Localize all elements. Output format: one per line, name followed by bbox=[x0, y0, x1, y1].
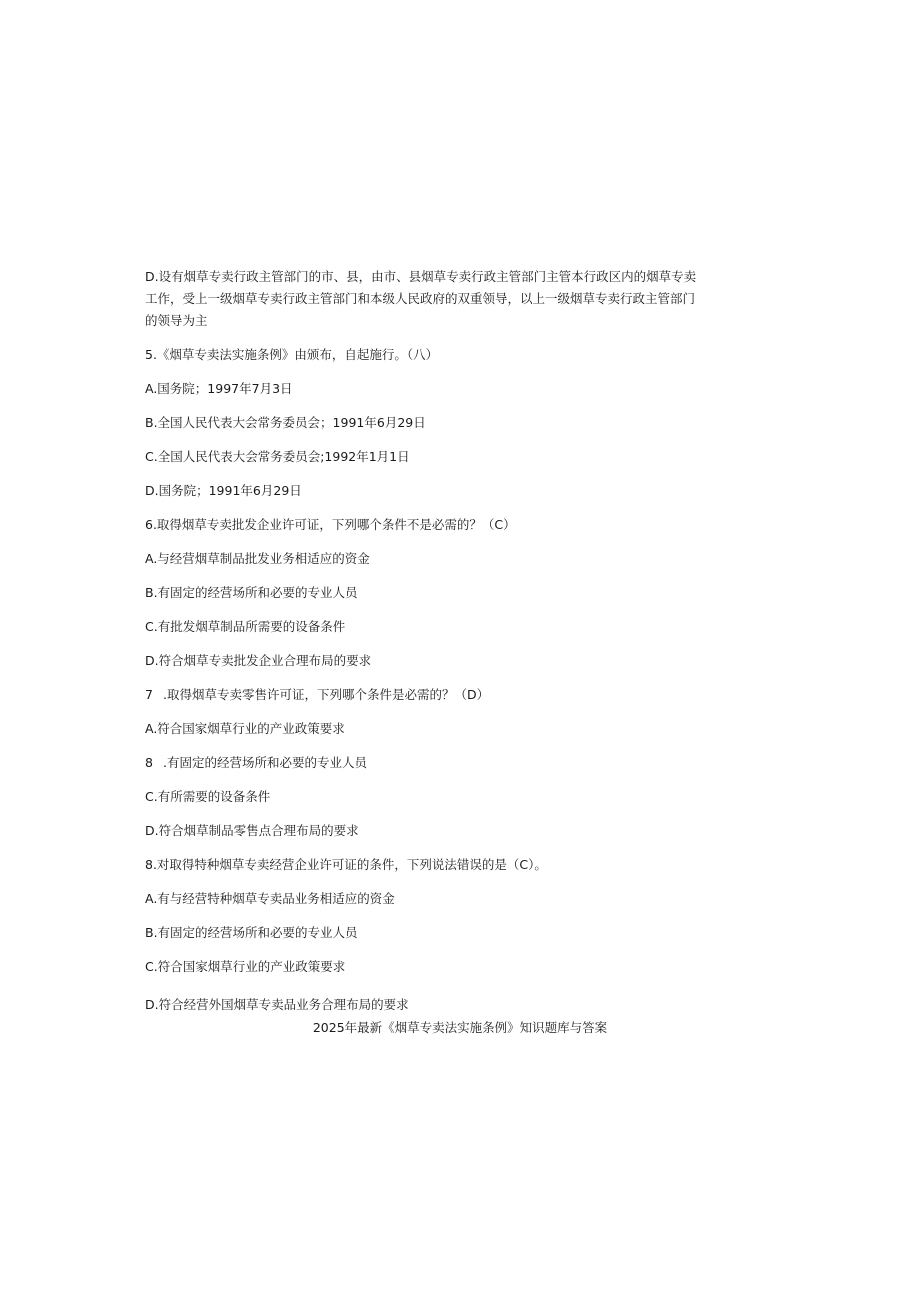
q7-option-b-number: 8 bbox=[145, 755, 153, 770]
q8-option-a: A.有与经营特种烟草专卖品业务相适应的资金 bbox=[145, 891, 395, 906]
q8-option-b: B.有固定的经营场所和必要的专业人员 bbox=[145, 925, 358, 940]
q5-option-d: D.国务院；1991年6月29日 bbox=[145, 483, 302, 498]
page-footer-title: 2025年最新《烟草专卖法实施条例》知识题库与答案 bbox=[312, 1020, 608, 1035]
q7-option-b-line bbox=[145, 752, 705, 774]
q8-question: 8.对取得特种烟草专卖经营企业许可证的条件，下列说法错误的是（C）。 bbox=[145, 857, 547, 872]
q6-option-c: C.有批发烟草制品所需要的设备条件 bbox=[145, 619, 346, 634]
q8-option-d: D.符合经营外国烟草专卖品业务合理布局的要求 bbox=[145, 997, 409, 1012]
q4-option-d-line1: D.设有烟草专卖行政主管部门的市、县，由市、县烟草专卖行政主管部门主管本行政区内的烟草专卖 bbox=[145, 269, 697, 284]
q7-option-b: .有固定的经营场所和必要的专业人员 bbox=[163, 755, 367, 770]
q5-option-a: A.国务院；1997年7月3日 bbox=[145, 381, 293, 396]
q7-question-line bbox=[145, 684, 705, 706]
q6-option-d: D.符合烟草专卖批发企业合理布局的要求 bbox=[145, 653, 372, 668]
q6-option-a: A.与经营烟草制品批发业务相适应的资金 bbox=[145, 551, 370, 566]
q7-option-c: C.有所需要的设备条件 bbox=[145, 789, 271, 804]
q5-option-b: B.全国人民代表大会常务委员会；1991年6月29日 bbox=[145, 415, 426, 430]
q4-option-d-line2: 工作，受上一级烟草专卖行政主管部门和本级人民政府的双重领导，以上一级烟草专卖行政主管部门 bbox=[145, 291, 696, 306]
q6-option-b: B.有固定的经营场所和必要的专业人员 bbox=[145, 585, 358, 600]
q4-option-d bbox=[145, 266, 705, 332]
q7-number: 7 bbox=[145, 687, 153, 702]
q7-option-a: A.符合国家烟草行业的产业政策要求 bbox=[145, 721, 345, 736]
document-body bbox=[145, 266, 705, 1016]
q4-option-d-line3: 的领导为主 bbox=[145, 313, 208, 328]
q7-question: .取得烟草专卖零售许可证，下列哪个条件是必需的？（D） bbox=[163, 687, 490, 702]
q6-question: 6.取得烟草专卖批发企业许可证，下列哪个条件不是必需的？（C） bbox=[145, 517, 516, 532]
q8-option-c: C.符合国家烟草行业的产业政策要求 bbox=[145, 959, 346, 974]
q5-option-c: C.全国人民代表大会常务委员会;1992年1月1日 bbox=[145, 449, 410, 464]
q7-option-d: D.符合烟草制品零售点合理布局的要求 bbox=[145, 823, 359, 838]
q5-question: 5.《烟草专卖法实施条例》由颁布，自起施行。（八） bbox=[145, 347, 439, 362]
